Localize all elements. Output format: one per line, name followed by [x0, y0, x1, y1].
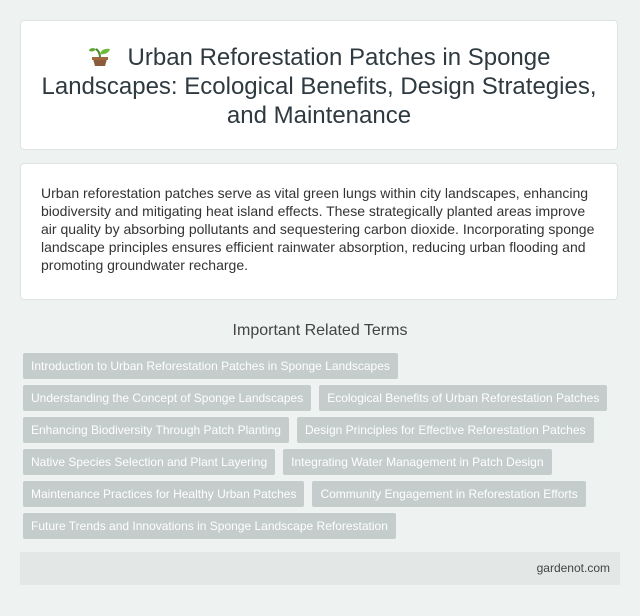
title-card: [20, 20, 618, 150]
site-link[interactable]: gardenot.com: [536, 561, 610, 575]
term-tag[interactable]: Ecological Benefits of Urban Reforestation Patches: [319, 385, 607, 411]
tag-row: [23, 513, 623, 539]
related-terms-heading: Important Related Terms: [232, 322, 408, 339]
page-title: [21, 21, 617, 130]
tag-row: [23, 481, 623, 507]
related-terms-list: [23, 353, 623, 545]
footer: [20, 552, 620, 585]
tag-row: [23, 385, 623, 411]
sprout-icon: [88, 45, 112, 67]
tag-row: [23, 449, 623, 475]
summary-text: Urban reforestation patches serve as vital green lungs within city landscapes, enhancing biodiversity and mitigating heat island effects. These strategically planted areas improve air quality by absorbing pollutants and sequestering carbon dioxide. Incorporating sponge landscape principles ensures efficient rainwater absorption, reducing urban flooding and promoting groundwater recharge.: [41, 185, 595, 273]
term-tag[interactable]: Native Species Selection and Plant Layering: [23, 449, 275, 475]
term-tag[interactable]: Integrating Water Management in Patch Design: [283, 449, 551, 475]
term-tag[interactable]: Maintenance Practices for Healthy Urban Patches: [23, 481, 304, 507]
term-tag[interactable]: Design Principles for Effective Reforestation Patches: [297, 417, 594, 443]
term-tag[interactable]: Future Trends and Innovations in Sponge Landscape Reforestation: [23, 513, 396, 539]
summary-card: [20, 163, 618, 300]
tag-row: [23, 417, 623, 443]
term-tag[interactable]: Introduction to Urban Reforestation Patches in Sponge Landscapes: [23, 353, 398, 379]
term-tag[interactable]: Understanding the Concept of Sponge Landscapes: [23, 385, 311, 411]
term-tag[interactable]: Enhancing Biodiversity Through Patch Planting: [23, 417, 289, 443]
page-title-text: Urban Reforestation Patches in Sponge Landscapes: Ecological Benefits, Design Strategies, and Maintenance: [41, 44, 597, 129]
term-tag[interactable]: Community Engagement in Reforestation Efforts: [312, 481, 585, 507]
tag-row: [23, 353, 623, 379]
